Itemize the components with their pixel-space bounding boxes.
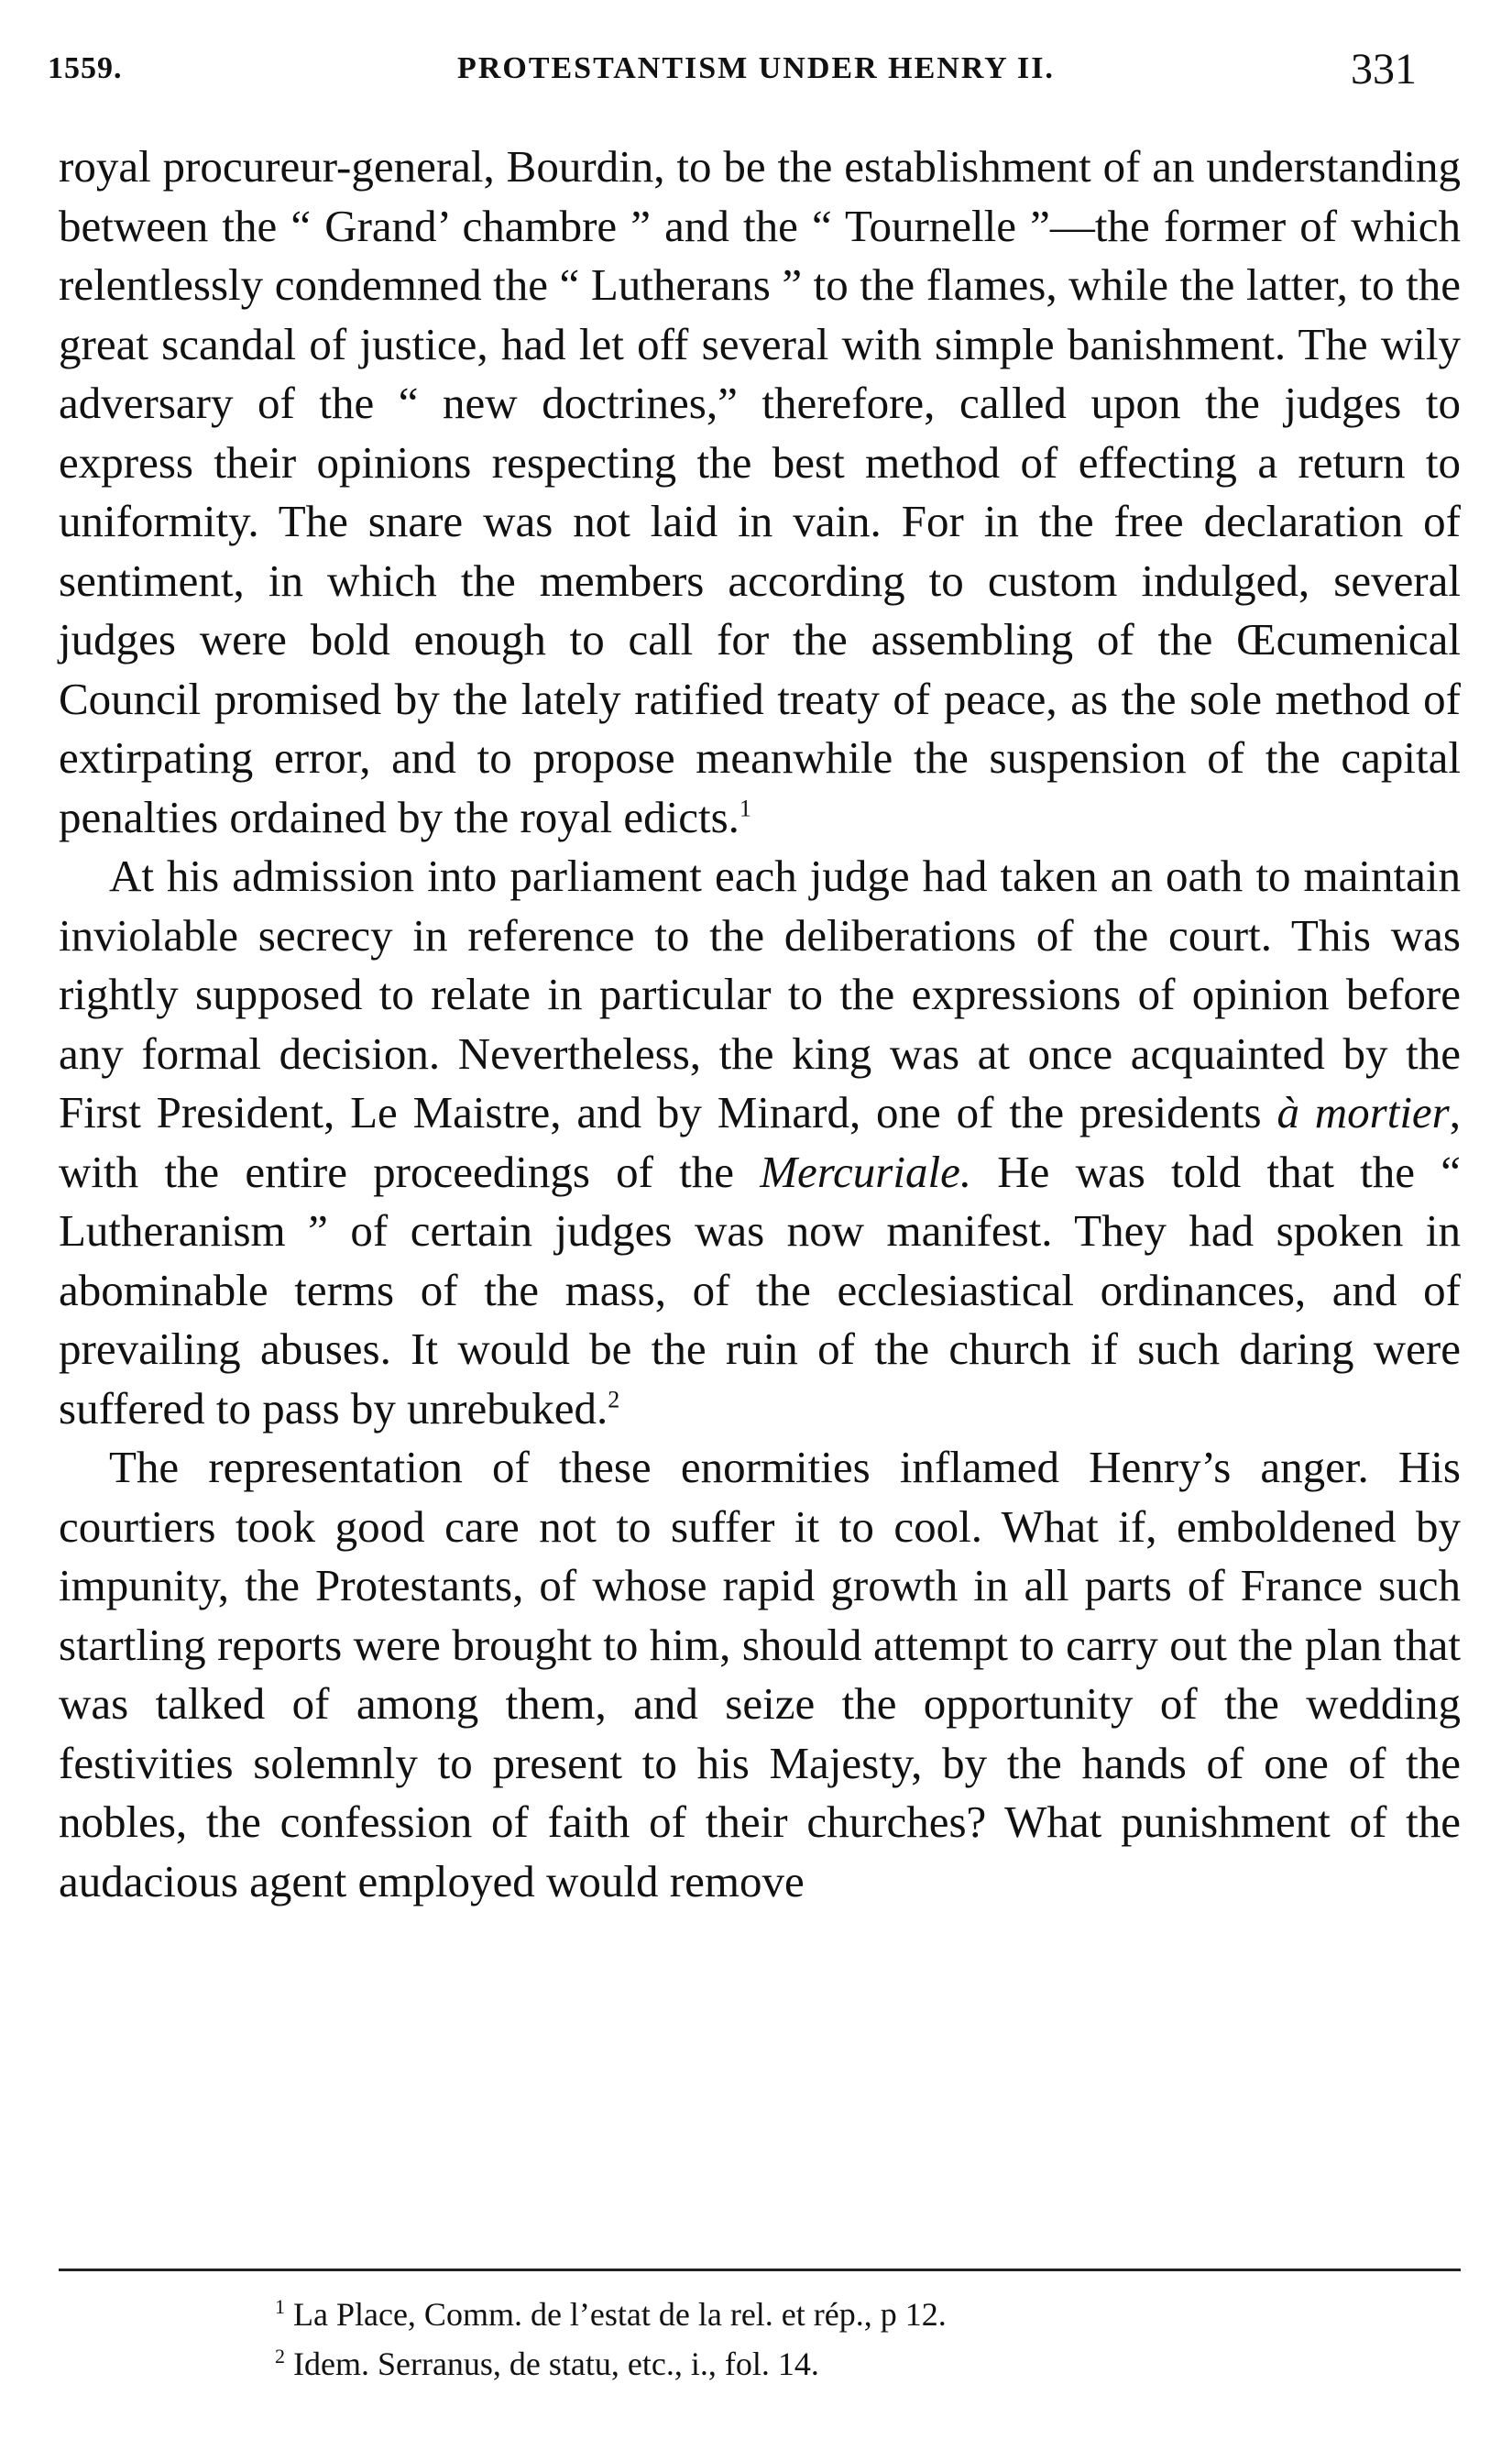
page-number: 331 — [1351, 45, 1417, 93]
running-head-year: 1559. — [48, 51, 123, 85]
paragraph-2-italic-mercuriale: Mercuriale. — [760, 1146, 972, 1197]
running-head-title: PROTESTANTISM UNDER HENRY II. — [457, 51, 1055, 85]
footnote-rule — [59, 2269, 1461, 2271]
footnote-2-text: Idem. Serranus, de statu, etc., i., fol. 14. — [293, 2346, 819, 2382]
paragraph-2-italic-a-mortier: à mortier — [1276, 1087, 1450, 1137]
footnote-ref-1: 1 — [739, 795, 751, 822]
footnote-1-text: La Place, Comm. de l’estat de la rel. et rép., p 12. — [293, 2296, 947, 2333]
footnote-ref-2: 2 — [608, 1386, 620, 1413]
footnote-1 — [275, 2290, 947, 2339]
body-text — [59, 137, 1461, 1911]
paragraph-3-text: The representation of these enormities inflamed Henry’s anger. His courtiers took good care not to suffer it to cool. What if, emboldened by impunity, the Protestants, of whose rapid growth in all parts of France such startling reports were brought to him, should attempt to carry out the plan that was talked of among them, and seize the opportunity of the wedding festivities solemnly to present to his Majesty, by the hands of one of the nobles, the confession of faith of their churches? What punishment of the audacious agent employed would remove — [59, 1442, 1461, 1906]
paragraph-3 — [59, 1438, 1461, 1911]
running-head — [48, 44, 1464, 99]
paragraph-2-text-middle: , with the entire proceedings of the — [59, 1087, 1462, 1197]
footnote-2-mark: 2 — [275, 2345, 285, 2368]
paragraph-1 — [59, 137, 1461, 847]
footnote-2 — [275, 2339, 947, 2389]
paragraph-1-text: royal procureur-general, Bourdin, to be the establishment of an understanding between the “ Grand’ chambre ” and the “ Tournelle ”—the former of which relentlessly condemned the “ Lutherans ” to the flames, while the latter, to the great scandal of justice, had let off several with simple banishment. The wily adversary of the “ new doctrines,” therefore, called upon the judges to express their opinions respecting the best method of effecting a return to uniformity. The snare was not laid in vain. For in the free declaration of sentiment, in which the members according to custom indulged, several judges were bold enough to call for the assembling of the Œcumenical Council promised by the lately ratified treaty of peace, as the sole method of extirpating error, and to propose meanwhile the suspension of the capital penalties ordained by the royal edicts. — [59, 141, 1461, 842]
paragraph-2-text-after: He was told that the “ Lutheranism ” of certain judges was now manifest. They had spoken in abominable terms of the mass, of the ecclesiastical ordinances, and of prevailing abuses. It would be the ruin of the church if such daring were suffered to pass by unrebuked. — [59, 1146, 1461, 1434]
paragraph-2 — [59, 847, 1461, 1438]
footnotes — [275, 2290, 947, 2389]
paragraph-2-text-before: At his admission into parliament each judge had taken an oath to maintain inviolable secrecy in reference to the deliberations of the court. This was rightly supposed to relate in particular to the expressions of opinion before any formal decision. Nevertheless, the king was at once acquainted by the First President, Le Maistre, and by Minard, one of the presidents — [59, 851, 1461, 1137]
footnote-1-mark: 1 — [275, 2295, 285, 2318]
